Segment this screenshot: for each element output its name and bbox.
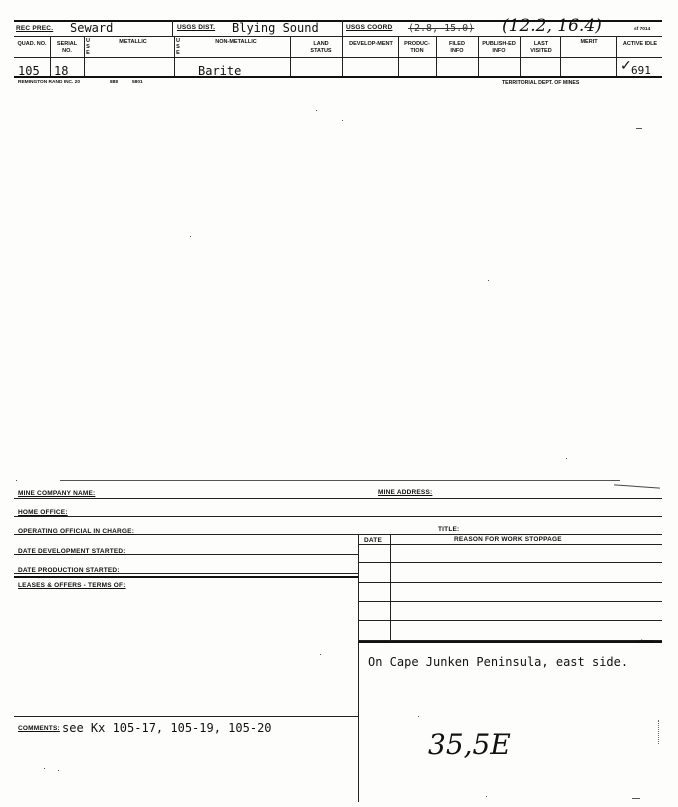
quad-no-value: 105	[18, 64, 40, 78]
serial-no-value: 18	[54, 64, 69, 78]
speck	[44, 768, 45, 769]
filed-info-header: FILED INFO	[449, 41, 465, 54]
speck	[190, 236, 191, 237]
date-column-header: DATE	[364, 537, 383, 544]
serial-no-header: SERIAL NO.	[56, 41, 78, 54]
speck	[486, 796, 487, 797]
merit-header: MERIT	[580, 39, 598, 45]
non-metallic-header: NON-METALLIC	[215, 39, 257, 45]
comments-label: COMMENTS:	[18, 725, 60, 732]
usgs-dist-value: Blying Sound	[232, 21, 319, 35]
speck	[316, 110, 317, 111]
bottom-card	[14, 472, 662, 802]
rec-prec-value: Seward	[70, 21, 114, 35]
speck	[566, 458, 567, 459]
active-idle-value: 691	[631, 64, 651, 77]
home-office-label: HOME OFFICE:	[18, 509, 68, 516]
use-metallic-header: U S E	[86, 38, 90, 56]
usgs-coord-label: USGS COORD	[346, 24, 393, 31]
handwritten-code: 35,5E	[428, 728, 511, 761]
quad-no-header: QUAD. NO.	[17, 41, 47, 47]
speck	[636, 128, 642, 129]
speck	[418, 716, 419, 717]
mine-address-label: MINE ADDRESS:	[378, 489, 433, 496]
metallic-header: METALLIC	[119, 39, 147, 45]
active-idle-check-mark: ✓	[620, 58, 632, 74]
speck	[16, 480, 17, 481]
use-nonmetallic-header: U S E	[176, 38, 180, 56]
location-note: On Cape Junken Peninsula, east side.	[368, 655, 629, 669]
top-card	[14, 18, 662, 108]
speck	[632, 798, 640, 799]
rec-prec-label: REC PREC.	[16, 25, 54, 32]
speck	[342, 120, 343, 121]
title-label: TITLE:	[438, 526, 460, 533]
usgs-coord-crossed-value: (2.8, 15.0)	[408, 23, 475, 34]
non-metallic-value: Barite	[198, 64, 242, 78]
production-header: PRODUC-TION	[404, 41, 430, 54]
last-visited-header: LAST VISITED	[530, 41, 552, 54]
published-info-header: PUBLISH-ED INFO	[482, 41, 516, 54]
comments-value: see Kx 105-17, 105-19, 105-20	[62, 721, 272, 735]
speck	[58, 770, 59, 771]
department-name: TERRITORIAL DEPT. OF MINES	[502, 80, 580, 86]
land-status-header: LAND STATUS	[310, 41, 332, 54]
speck	[488, 280, 489, 281]
development-header: DEVELOP-MENT	[349, 41, 393, 47]
bottom-form-number: sf 7015	[638, 640, 655, 645]
printer-code-1: 888	[110, 80, 119, 85]
leases-offers-label: LEASES & OFFERS - TERMS OF:	[18, 582, 126, 589]
top-form-number: sf 7014	[634, 27, 651, 32]
date-development-label: DATE DEVELOPMENT STARTED:	[18, 548, 126, 555]
operating-official-label: OPERATING OFFICIAL IN CHARGE:	[18, 528, 135, 535]
printer-mark: REMINGTON RAND INC. 20	[18, 80, 81, 85]
active-idle-header: ACTIVE IDLE	[622, 41, 658, 47]
printer-code-2: 5801	[132, 80, 143, 85]
usgs-dist-label: USGS DIST.	[177, 24, 216, 31]
speck	[320, 654, 321, 655]
mine-company-name-label: MINE COMPANY NAME:	[18, 490, 96, 497]
reason-column-header: REASON FOR WORK STOPPAGE	[454, 536, 562, 543]
date-production-label: DATE PRODUCTION STARTED:	[18, 567, 120, 574]
usgs-coord-handwritten-value: (12.2, 16.4)	[502, 16, 602, 36]
